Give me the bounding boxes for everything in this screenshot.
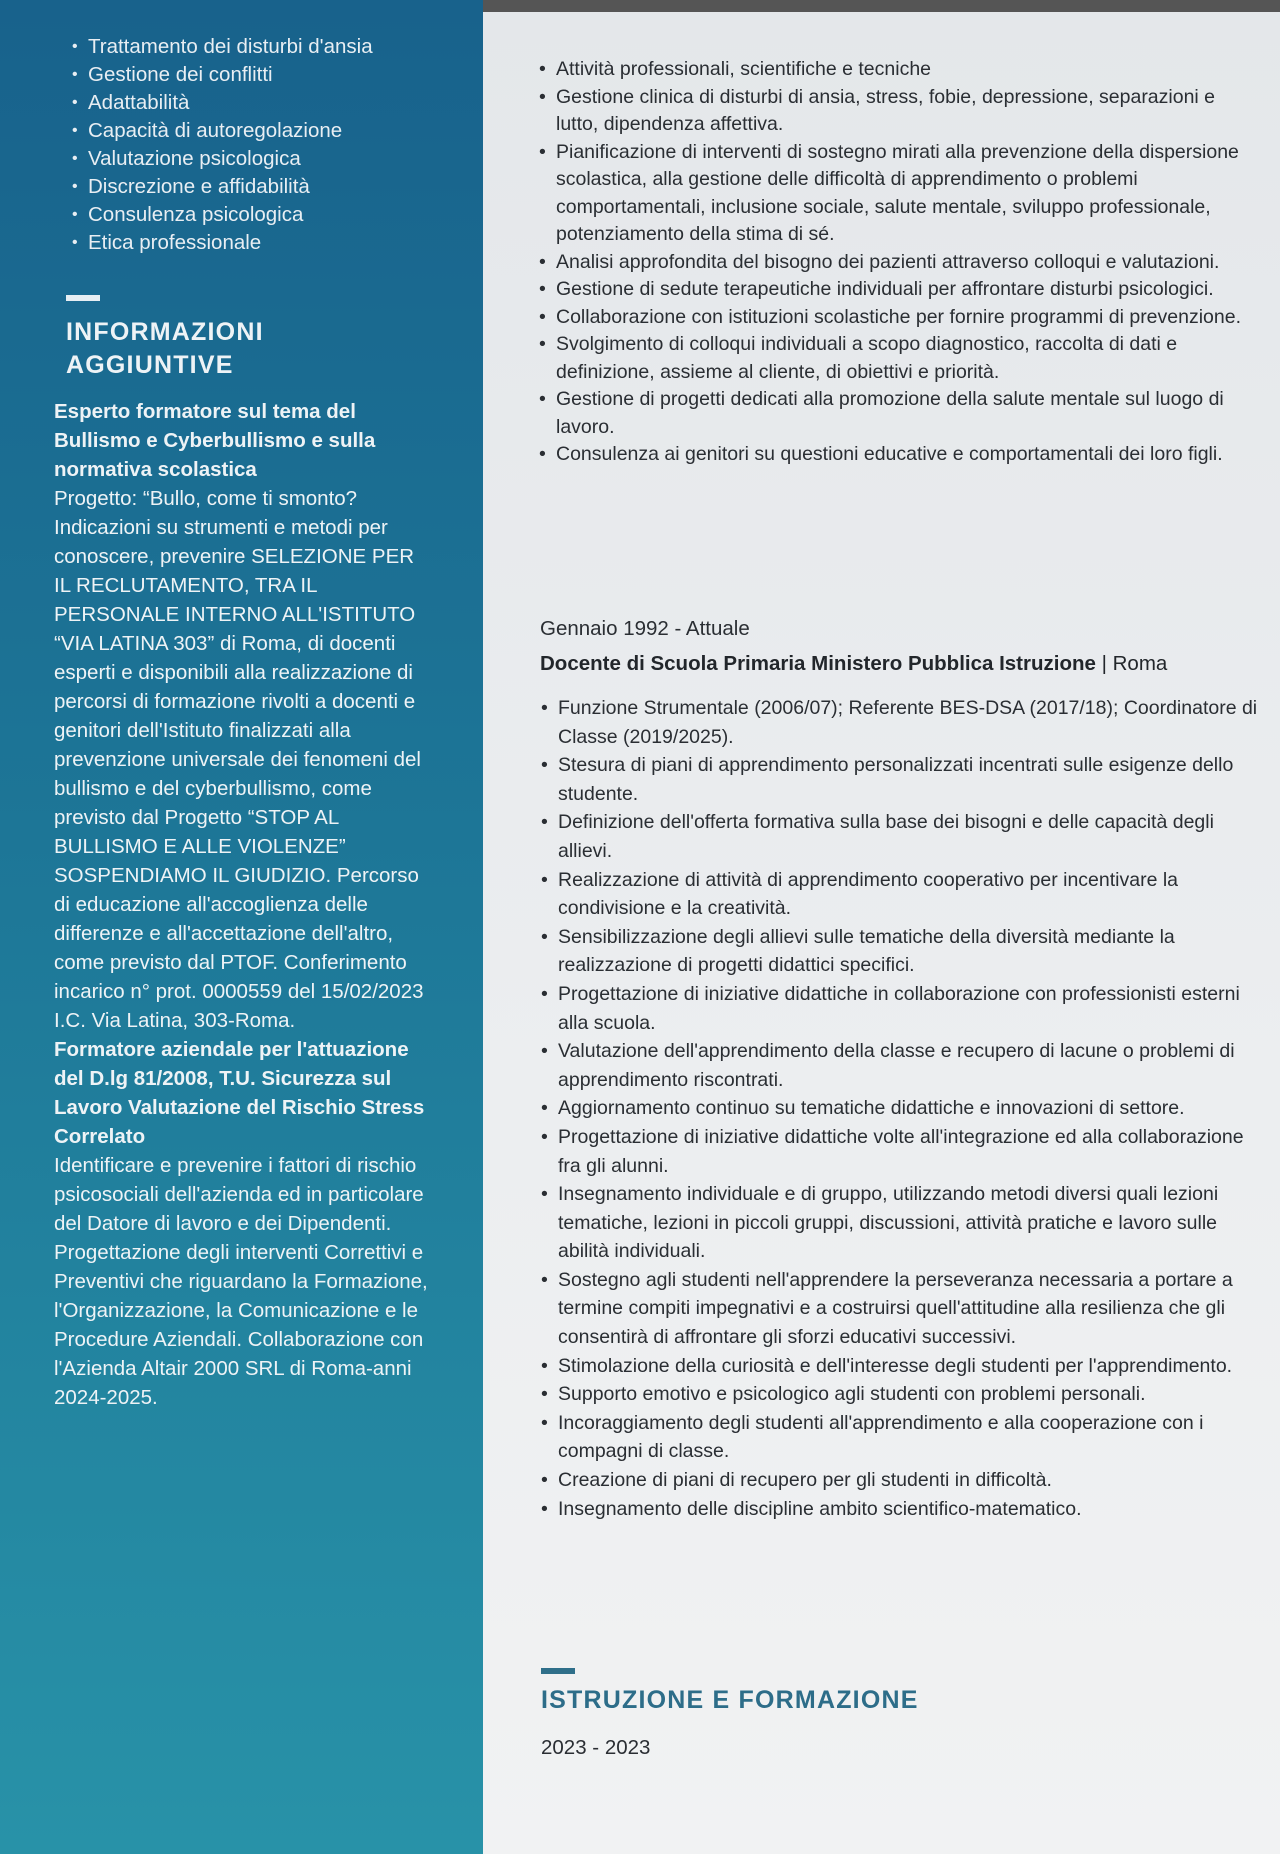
duty-item: • Aggiornamento continuo su tematiche didattiche e innovazioni di settore. [558, 1094, 1270, 1123]
training-description-safety: Identificare e prevenire i fattori di rischio psicosociali dell'azienda ed in particolare del Datore di lavoro e dei Dipendenti. Progettazione degli interventi Correttivi e Preventivi che riguardano la Formazione, l'Organizzazione, la Comunicazione e le Procedure Aziendali. Collaborazione con l'Azienda Altair 2000 SRL di Roma-anni 2024-2025. [54, 1154, 428, 1409]
job-title-line [540, 652, 1270, 676]
activity-item: • Gestione di sedute terapeutiche individuali per affrontare disturbi psicologici. [556, 276, 1262, 304]
duty-item: • Realizzazione di attività di apprendimento cooperativo per incentivare la condivisione e la creatività. [558, 866, 1270, 923]
duty-item: • Creazione di piani di recupero per gli studenti in difficoltà. [558, 1466, 1270, 1495]
education-date: 2023 - 2023 [541, 1736, 651, 1759]
duties-list [558, 694, 1270, 1523]
duty-item: • Insegnamento individuale e di gruppo, utilizzando metodi diversi quali lezioni tematiche, lezioni in piccoli gruppi, discussioni, attività pratiche e lavoro sulle abilità individuali. [558, 1180, 1270, 1266]
additional-info [54, 397, 434, 1412]
job-date: Gennaio 1992 - Attuale [540, 617, 750, 640]
duty-item: • Progettazione di iniziative didattiche in collaborazione con professionisti esterni alla scuola. [558, 980, 1270, 1037]
duty-item: • Supporto emotivo e psicologico agli studenti con problemi personali. [558, 1380, 1270, 1409]
duty-item: • Definizione dell'offerta formativa sulla base dei bisogni e delle capacità degli allievi. [558, 808, 1270, 865]
skill-item: • Valutazione psicologica [72, 145, 452, 173]
section-title-informazioni-aggiuntive [66, 316, 406, 382]
activities-list [556, 56, 1262, 469]
duty-item: • Stesura di piani di apprendimento personalizzati incentrati sulle esigenze dello studente. [558, 751, 1270, 808]
activity-item: • Attività professionali, scientifiche e tecniche [556, 56, 1262, 84]
skill-item: • Discrezione e affidabilità [72, 173, 452, 201]
skill-item: • Capacità di autoregolazione [72, 117, 452, 145]
skill-item: • Gestione dei conflitti [72, 61, 452, 89]
skill-item: • Consulenza psicologica [72, 201, 452, 229]
section-accent-bar [66, 295, 100, 301]
activity-item: • Svolgimento di colloqui individuali a scopo diagnostico, raccolta di dati e definizione, assieme al cliente, di obiettivi e priorità. [556, 331, 1262, 386]
top-edge [483, 0, 1280, 12]
activity-item: • Collaborazione con istituzioni scolastiche per fornire programmi di prevenzione. [556, 304, 1262, 332]
job-title: Docente di Scuola Primaria Ministero Pubblica Istruzione [540, 652, 1096, 675]
duty-item: • Funzione Strumentale (2006/07); Referente BES-DSA (2017/18); Coordinatore di Classe (2019/2025). [558, 694, 1270, 751]
activity-item: • Gestione clinica di disturbi di ansia, stress, fobie, depressione, separazioni e lutto, dipendenza affettiva. [556, 84, 1262, 139]
training-heading-safety: Formatore aziendale per l'attuazione del D.lg 81/2008, T.U. Sicurezza sul Lavoro Valutazione del Rischio Stress Correlato [54, 1038, 425, 1148]
skill-item: • Trattamento dei disturbi d'ansia [72, 33, 452, 61]
sidebar [0, 0, 483, 1854]
activity-item: • Consulenza ai genitori su questioni educative e comportamentali dei loro figli. [556, 441, 1262, 469]
duty-item: • Valutazione dell'apprendimento della classe e recupero di lacune o problemi di apprendimento riscontrati. [558, 1037, 1270, 1094]
job-location: | Roma [1095, 652, 1168, 675]
training-description-bullying: Progetto: “Bullo, come ti smonto? Indicazioni su strumenti e metodi per conoscere, prevenire SELEZIONE PER IL RECLUTAMENTO, TRA IL PERSONALE INTERNO ALL'ISTITUTO “VIA LATINA 303” di Roma, di docenti esperti e disponibili alla realizzazione di percorsi di formazione rivolti a docenti e genitori dell'Istituto finalizzati alla prevenzione universale dei fenomeni del bullismo e del cyberbullismo, come previsto dal Progetto “STOP AL BULLISMO E ALLE VIOLENZE” SOSPENDIAMO IL GIUDIZIO. Percorso di educazione all'accoglienza delle differenze e all'accettazione dell'altro, come previsto dal PTOF. Conferimento incarico n° prot. 0000559 del 15/02/2023 I.C. Via Latina, 303-Roma. [54, 487, 424, 1032]
section-title-line: INFORMAZIONI [66, 318, 264, 346]
section-title-line: AGGIUNTIVE [66, 351, 234, 379]
duty-item: • Sostegno agli studenti nell'apprendere la perseveranza necessaria a portare a termine compiti impegnativi e a costruirsi quell'attitudine alla resilienza che gli consentirà di affrontare gli sforzi educativi successivi. [558, 1266, 1270, 1352]
duty-item: • Sensibilizzazione degli allievi sulle tematiche della diversità mediante la realizzazione di progetti didattici specifici. [558, 923, 1270, 980]
activity-item: • Pianificazione di interventi di sostegno mirati alla prevenzione della dispersione scolastica, alla gestione delle difficoltà di apprendimento o problemi comportamentali, inclusione sociale, salute mentale, sviluppo professionale, potenziamento della stima di sé. [556, 139, 1262, 249]
duty-item: • Insegnamento delle discipline ambito scientifico-matematico. [558, 1495, 1270, 1524]
activity-item: • Gestione di progetti dedicati alla promozione della salute mentale sul luogo di lavoro. [556, 386, 1262, 441]
section-title-istruzione-formazione: ISTRUZIONE E FORMAZIONE [541, 1686, 919, 1714]
duty-item: • Incoraggiamento degli studenti all'apprendimento e alla cooperazione con i compagni di classe. [558, 1409, 1270, 1466]
activity-item: • Analisi approfondita del bisogno dei pazienti attraverso colloqui e valutazioni. [556, 249, 1262, 277]
duty-item: • Progettazione di iniziative didattiche volte all'integrazione ed alla collaborazione fra gli alunni. [558, 1123, 1270, 1180]
duty-item: • Stimolazione della curiosità e dell'interesse degli studenti per l'apprendimento. [558, 1352, 1270, 1381]
skill-item: • Adattabilità [72, 89, 452, 117]
skills-list [72, 33, 452, 257]
skill-item: • Etica professionale [72, 229, 452, 257]
section-accent-bar [541, 1668, 575, 1674]
training-heading-bullying: Esperto formatore sul tema del Bullismo e Cyberbullismo e sulla normativa scolastica [54, 400, 376, 481]
